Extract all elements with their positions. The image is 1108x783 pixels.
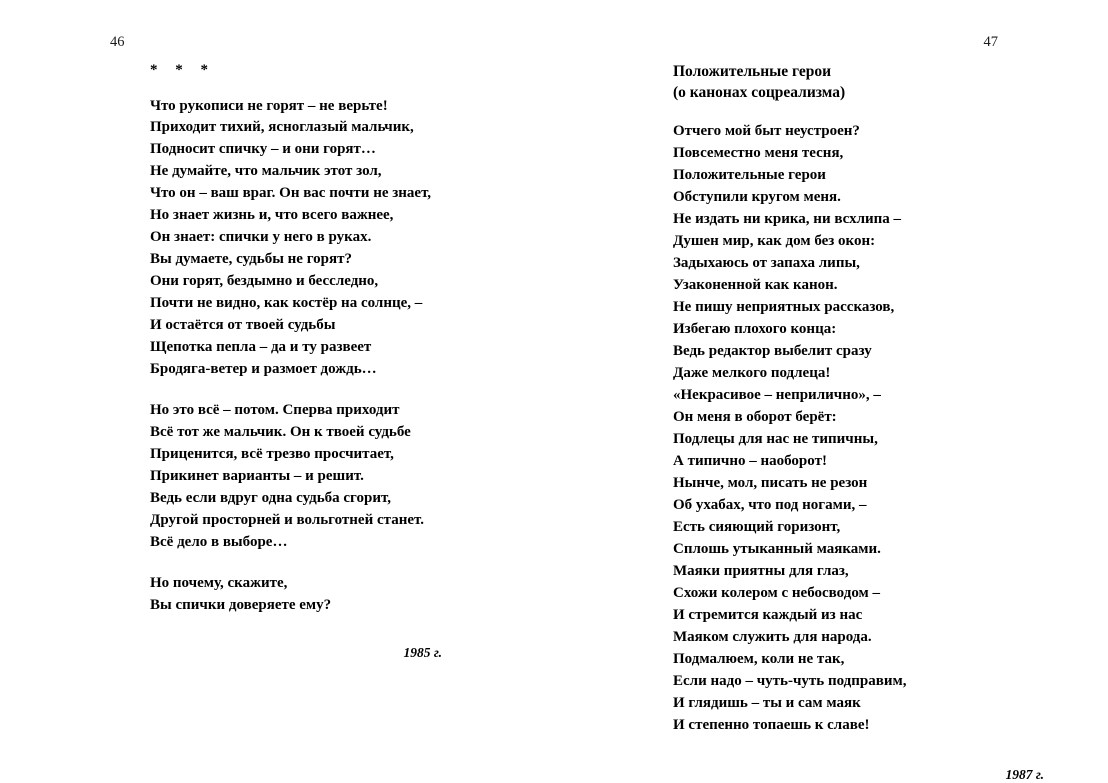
poem-left <box>150 62 490 661</box>
poem-line: Приходит тихий, ясноглазый мальчик, <box>150 119 414 136</box>
page-left <box>0 0 554 769</box>
poem-line: Но почему, скажите, <box>150 575 288 592</box>
poem-line: Нынче, мол, писать не резон <box>673 474 868 491</box>
poem-line: Даже мелкого подлеца! <box>673 365 831 382</box>
poem-line: Приценится, всё трезво просчитает, <box>150 446 394 463</box>
poem-line: Задыхаюсь от запаха липы, <box>673 255 860 272</box>
poem-line: Не думайте, что мальчик этот зол, <box>150 163 382 180</box>
poem-line: Есть сияющий горизонт, <box>673 518 841 535</box>
poem-line: И степенно топаешь к славе! <box>673 716 870 733</box>
poem-date-right: 1987 г. <box>1005 766 1044 782</box>
poem-line: Вы думаете, судьбы не горят? <box>150 251 352 268</box>
stanza <box>150 96 490 382</box>
poem-line: Щепотка пепла – да и ту развеет <box>150 339 372 356</box>
poem-line: Другой просторней и вольготней станет. <box>150 512 424 529</box>
poem-line: Но это всё – потом. Сперва приходит <box>150 402 400 419</box>
poem-line: Подносит спичку – и они горят… <box>150 141 376 158</box>
poem-line: Но знает жизнь и, что всего важнее, <box>150 207 394 224</box>
stanza <box>673 121 1053 737</box>
poem-line: «Некрасивое – неприлично», – <box>673 387 881 404</box>
stanza <box>150 400 490 554</box>
poem-line: Не пишу неприятных рассказов, <box>673 299 895 316</box>
poem-line: Прикинет варианты – и решит. <box>150 468 364 485</box>
poem-line: Подлецы для нас не типичны, <box>673 431 878 447</box>
poem-line: Сплошь утыканный маяками. <box>673 540 881 557</box>
poem-line: Он знает: спички у него в руках. <box>150 229 372 246</box>
poem-line: Ведь редактор выбелит сразу <box>673 343 872 360</box>
poem-line: Всё тот же мальчик. Он к твоей судьбе <box>150 424 411 441</box>
poem-line: Маяком служить для народа. <box>673 628 872 645</box>
poem-line: Он меня в оборот берёт: <box>673 409 837 426</box>
poem-line: Вы спички доверяете ему? <box>150 597 332 614</box>
poem-line: И остаётся от твоей судьбы <box>150 317 336 334</box>
poem-line: Бродяга-ветер и размоет дождь… <box>150 361 377 378</box>
poem-line: Что он – ваш враг. Он вас почти не знает, <box>150 185 432 202</box>
poem-right <box>673 62 1053 783</box>
poem-ornament-asterisks: * * * <box>150 62 215 78</box>
poem-date-left: 1985 г. <box>403 645 442 661</box>
poem-line: А типично – наоборот! <box>673 452 827 469</box>
poem-line: Подмалюем, коли не так, <box>673 650 845 667</box>
page-number-left: 46 <box>110 34 125 50</box>
poem-line: Положительные герои <box>673 167 826 184</box>
poem-line: Обступили кругом меня. <box>673 189 841 206</box>
poem-line: И стремится каждый из нас <box>673 606 863 623</box>
stanza <box>150 573 490 617</box>
page-number-right: 47 <box>983 34 998 50</box>
poem-line: Отчего мой быт неустроен? <box>673 123 860 140</box>
poem-line: Об ухабах, что под ногами, – <box>673 496 867 513</box>
poem-line: Если надо – чуть-чуть подправим, <box>673 672 907 689</box>
poem-line: Почти не видно, как костёр на солнце, – <box>150 295 423 312</box>
poem-line: Схожи колером с небосводом – <box>673 584 881 601</box>
poem-line: Повсеместно меня тесня, <box>673 145 844 162</box>
poem-line: Маяки приятны для глаз, <box>673 562 849 579</box>
poem-line: Не издать ни крика, ни всхлипа – <box>673 211 902 228</box>
poem-line: Узаконенной как канон. <box>673 277 838 294</box>
poem-line: Всё дело в выборе… <box>150 534 288 551</box>
poem-line: Они горят, бездымно и бесследно, <box>150 273 379 290</box>
poem-title <box>673 62 1053 103</box>
poem-line: Душен мир, как дом без окон: <box>673 233 876 250</box>
poem-line: Что рукописи не горят – не верьте! <box>150 97 388 114</box>
poem-line: И глядишь – ты и сам маяк <box>673 694 861 711</box>
page-right <box>554 0 1108 782</box>
poem-line: Избегаю плохого конца: <box>673 321 837 338</box>
poem-subtitle: (о канонах соцреализма) <box>673 83 846 101</box>
poem-title-main: Положительные герои <box>673 63 832 80</box>
poem-line: Ведь если вдруг одна судьба сгорит, <box>150 490 391 507</box>
